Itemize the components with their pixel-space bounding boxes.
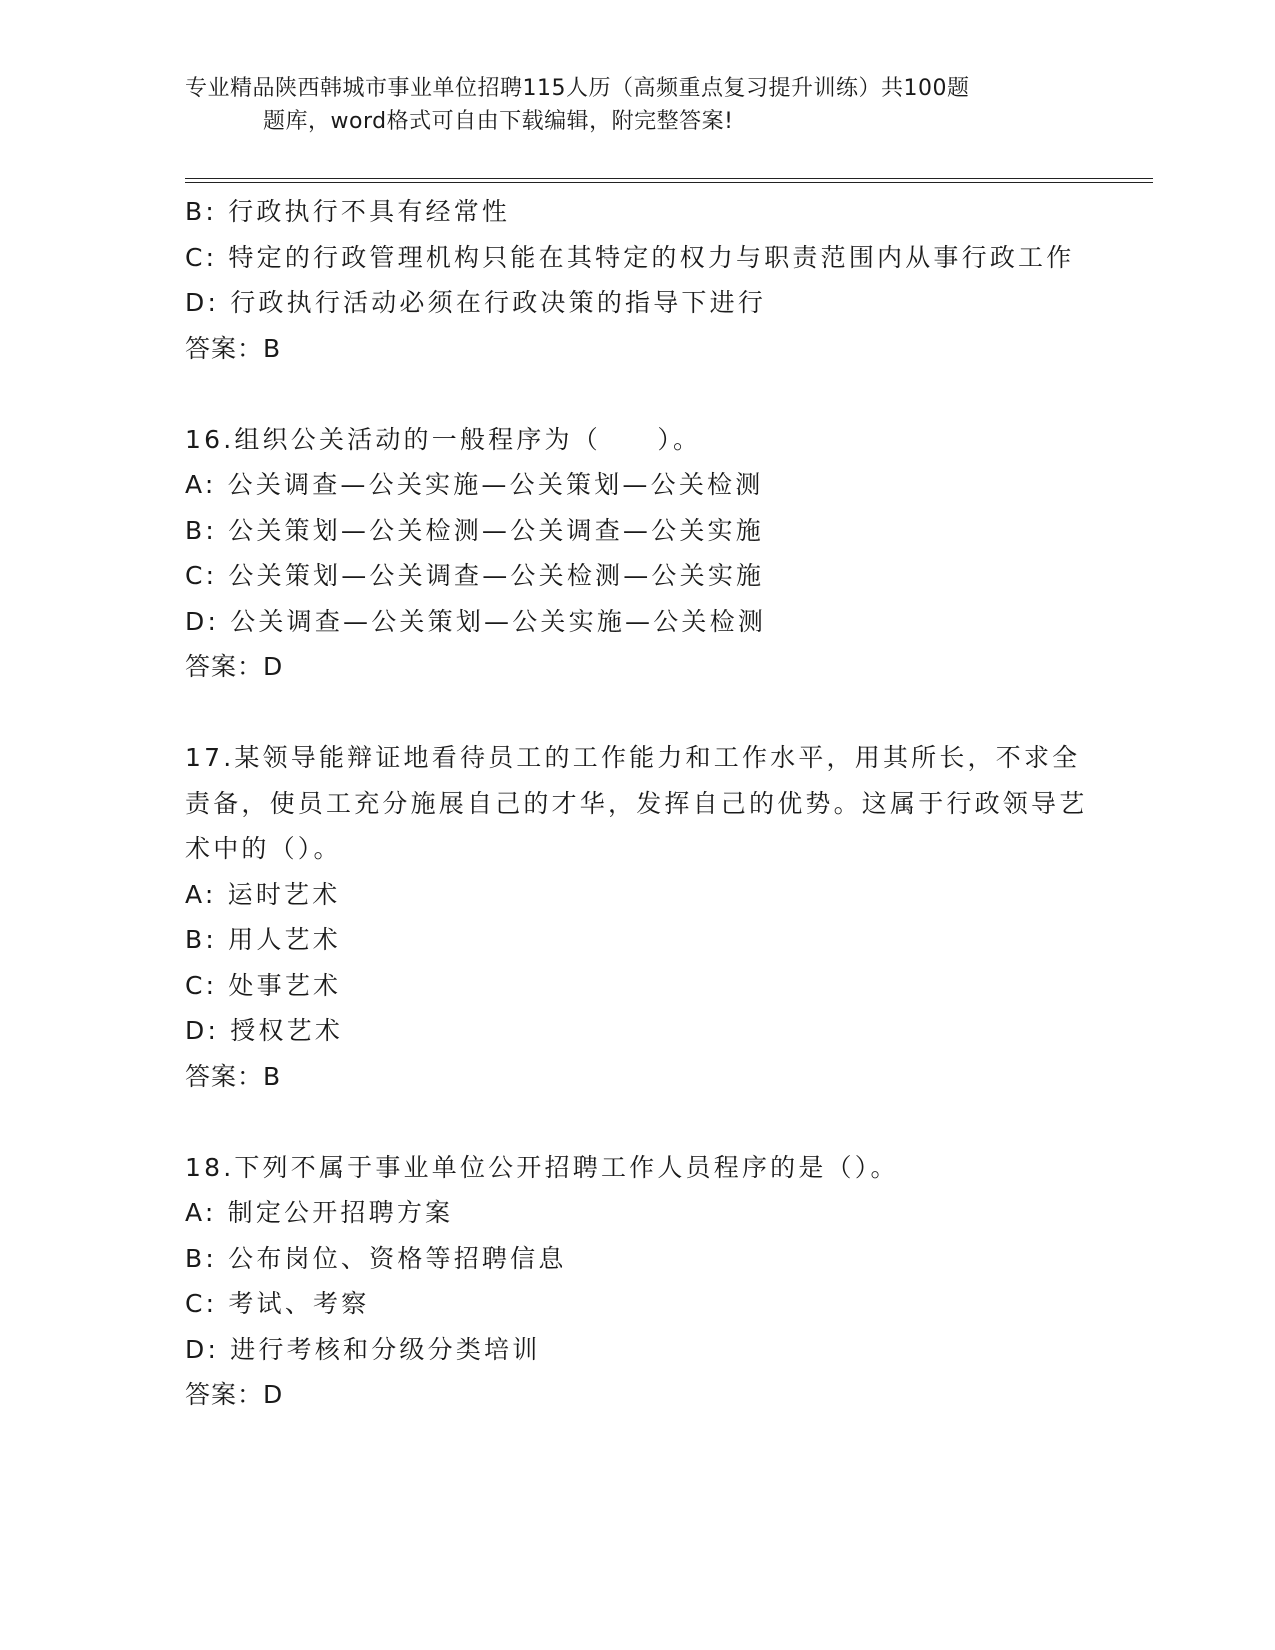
question-stem: 18.下列不属于事业单位公开招聘工作人员程序的是（）。 <box>185 1152 899 1182</box>
question-18 <box>185 1145 1090 1418</box>
spacer <box>185 690 1090 736</box>
header-divider-bottom <box>185 182 1153 183</box>
option-a: A: 运时艺术 <box>185 879 341 909</box>
spacer <box>185 371 1090 417</box>
option-a: A: 制定公开招聘方案 <box>185 1198 454 1227</box>
option-d: D: 授权艺术 <box>185 1016 344 1045</box>
document-header <box>185 72 1065 138</box>
option-b: B: 行政执行不具有经常性 <box>185 197 511 226</box>
option-b: B: 用人艺术 <box>185 925 341 954</box>
option-d: D: 进行考核和分级分类培训 <box>185 1334 541 1364</box>
question-stem: 17.某领导能辩证地看待员工的工作能力和工作水平，用其所长，不求全责备，使员工充分施展自己的才华，发挥自己的优势。这属于行政领导艺术中的（）。 <box>185 743 1088 863</box>
question-17 <box>185 735 1090 1099</box>
answer-line: 答案：B <box>185 333 282 363</box>
answer-line: 答案：D <box>185 652 284 681</box>
option-c: C: 考试、考察 <box>185 1289 370 1318</box>
option-c: C: 处事艺术 <box>185 970 342 1000</box>
option-d: D: 行政执行活动必须在行政决策的指导下进行 <box>185 288 767 317</box>
option-b: B: 公布岗位、资格等招聘信息 <box>185 1243 567 1273</box>
answer-line: 答案：B <box>185 1061 282 1091</box>
header-title-line-1: 专业精品陕西韩城市事业单位招聘115人历（高频重点复习提升训练）共100题 <box>185 76 970 101</box>
header-divider-top <box>185 178 1153 179</box>
question-content <box>185 189 1090 1418</box>
spacer <box>185 1099 1090 1145</box>
question-16 <box>185 417 1090 690</box>
answer-line: 答案：D <box>185 1380 284 1409</box>
header-title-line-2: 题库，word格式可自由下载编辑，附完整答案! <box>263 109 734 134</box>
option-a: A: 公关调查—公关实施—公关策划—公关检测 <box>185 470 764 499</box>
option-d: D: 公关调查—公关策划—公关实施—公关检测 <box>185 606 767 636</box>
option-c: C: 特定的行政管理机构只能在其特定的权力与职责范围内从事行政工作 <box>185 242 1075 272</box>
option-b: B: 公关策划—公关检测—公关调查—公关实施 <box>185 515 764 545</box>
question-stem: 16.组织公关活动的一般程序为（ ）。 <box>185 424 702 454</box>
carryover-question <box>185 189 1090 371</box>
option-c: C: 公关策划—公关调查—公关检测—公关实施 <box>185 561 765 590</box>
